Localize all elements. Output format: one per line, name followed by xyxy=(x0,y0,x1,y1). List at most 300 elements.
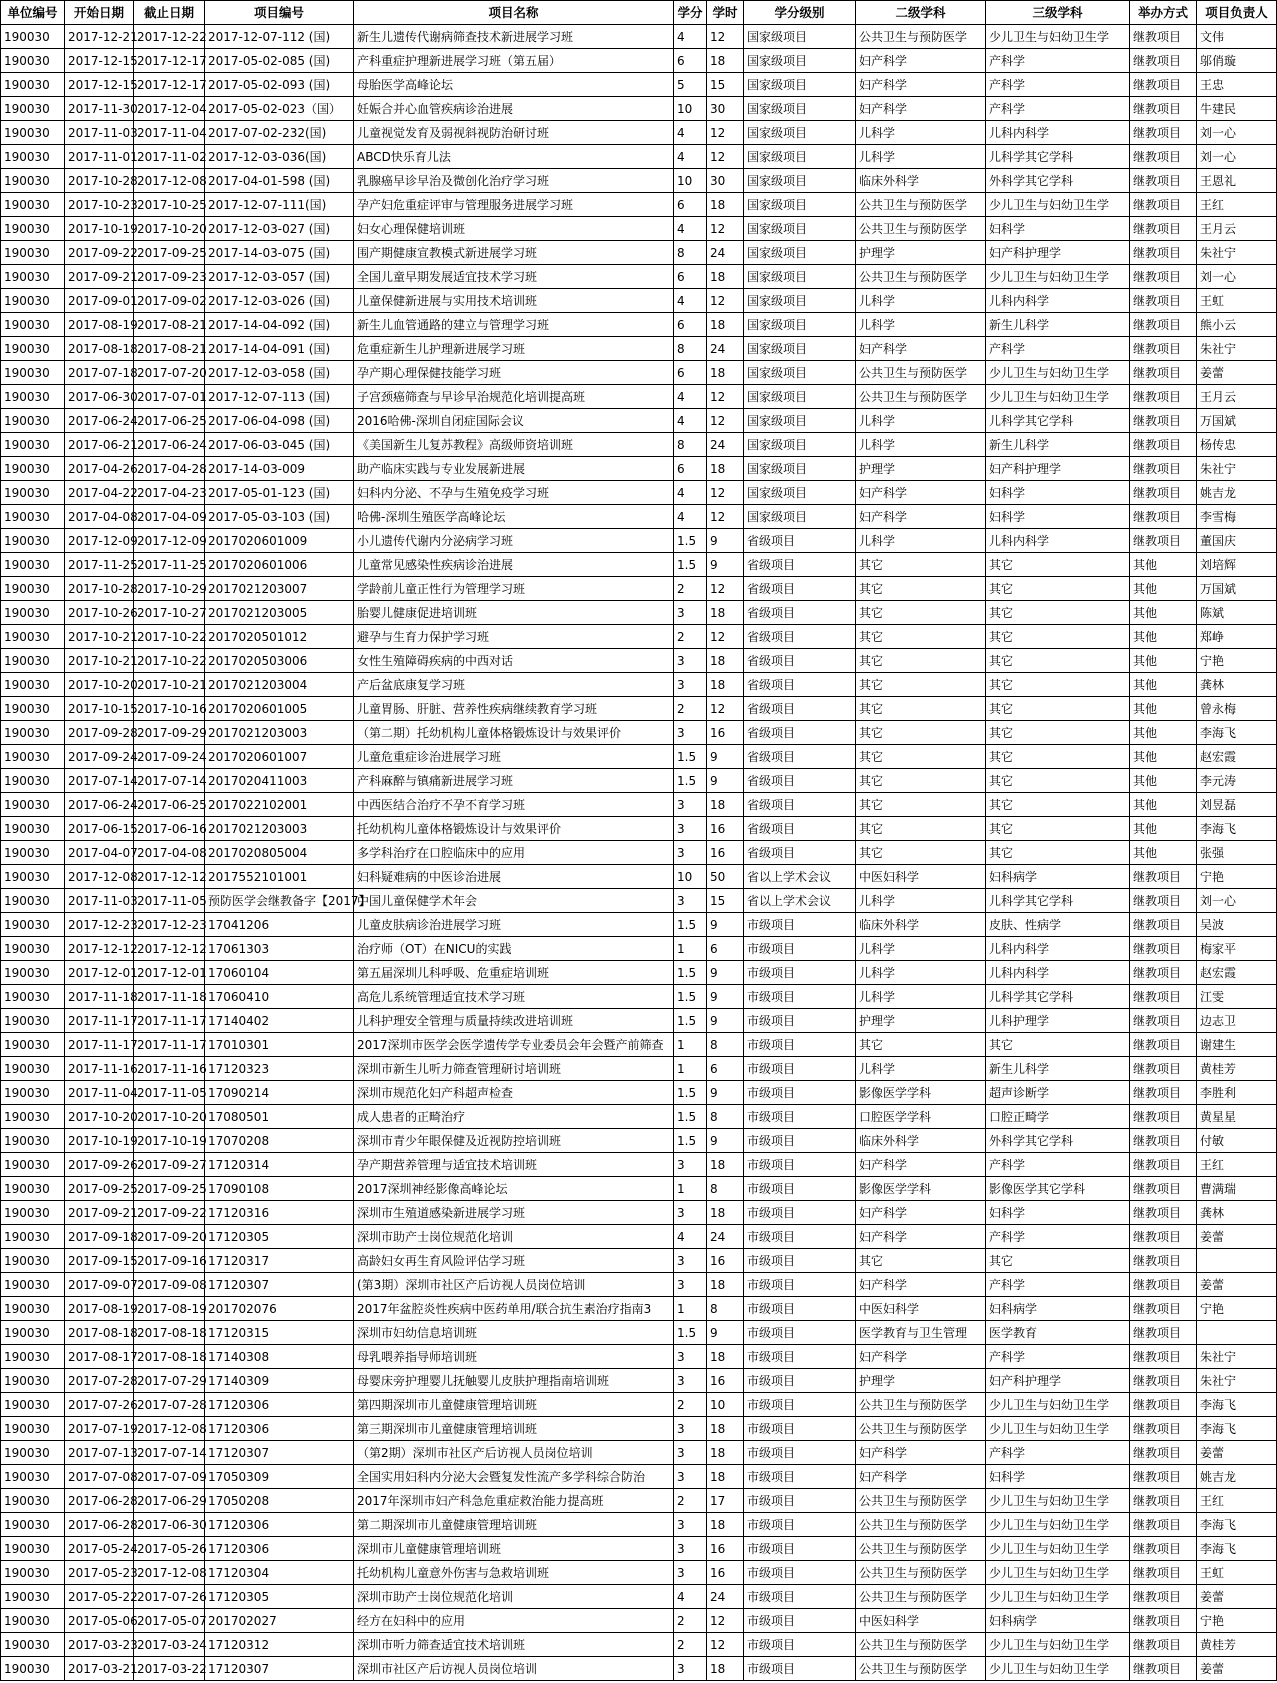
table-cell: 姜蕾 xyxy=(1197,1273,1277,1297)
table-cell: 2017-06-16 xyxy=(134,817,205,841)
table-cell: 其它 xyxy=(986,673,1130,697)
table-cell: 宁艳 xyxy=(1197,649,1277,673)
table-cell: 儿科学 xyxy=(856,937,986,961)
table-cell: 妇产科学 xyxy=(856,49,986,73)
table-cell: 妇科学 xyxy=(986,217,1130,241)
table-cell: 2017-12-03-057 (国) xyxy=(205,265,354,289)
table-cell: 18 xyxy=(707,1657,744,1681)
table-cell: 儿科学 xyxy=(856,313,986,337)
table-cell: 朱社宁 xyxy=(1197,241,1277,265)
table-cell: 儿科学 xyxy=(856,961,986,985)
table-cell: 边志卫 xyxy=(1197,1009,1277,1033)
table-cell: 继教项目 xyxy=(1130,1057,1197,1081)
table-cell: 市级项目 xyxy=(744,1009,856,1033)
table-cell: 少儿卫生与妇幼卫生学 xyxy=(986,1561,1130,1585)
table-cell: 2017-06-28 xyxy=(65,1489,134,1513)
table-cell: 2017-11-04 xyxy=(65,1081,134,1105)
table-cell: 2017-14-03-009 xyxy=(205,457,354,481)
table-cell: 母婴床旁护理婴儿抚触婴儿皮肤护理指南培训班 xyxy=(354,1369,674,1393)
table-cell: 全国儿童早期发展适宜技术学习班 xyxy=(354,265,674,289)
table-cell: 其它 xyxy=(856,553,986,577)
table-cell: 其它 xyxy=(986,793,1130,817)
table-cell: 国家级项目 xyxy=(744,337,856,361)
table-cell: 学龄前儿童正性行为管理学习班 xyxy=(354,577,674,601)
table-cell: 4 xyxy=(674,121,707,145)
table-cell: 190030 xyxy=(1,673,65,697)
table-cell: 2017-05-26 xyxy=(134,1537,205,1561)
table-cell: 190030 xyxy=(1,769,65,793)
table-cell: 2017-09-02 xyxy=(134,289,205,313)
table-cell: 继教项目 xyxy=(1130,169,1197,193)
table-cell: 2017-07-08 xyxy=(65,1465,134,1489)
table-cell: 外科学其它学科 xyxy=(986,1129,1130,1153)
table-cell: 妇产科学 xyxy=(856,1441,986,1465)
table-cell: 少儿卫生与妇幼卫生学 xyxy=(986,25,1130,49)
table-cell: 10 xyxy=(674,97,707,121)
table-row xyxy=(1,1513,1277,1537)
table-cell: 15 xyxy=(707,73,744,97)
table-cell: 赵宏霞 xyxy=(1197,961,1277,985)
table-cell: 市级项目 xyxy=(744,1057,856,1081)
table-cell: 3 xyxy=(674,1417,707,1441)
table-cell: 18 xyxy=(707,601,744,625)
table-cell: 2017-12-12 xyxy=(65,937,134,961)
table-cell: 2017-11-16 xyxy=(65,1057,134,1081)
table-cell: 公共卫生与预防医学 xyxy=(856,1417,986,1441)
table-cell: 宁艳 xyxy=(1197,865,1277,889)
table-cell: 继教项目 xyxy=(1130,1561,1197,1585)
table-cell: 3 xyxy=(674,1153,707,1177)
table-cell: 8 xyxy=(707,1297,744,1321)
table-cell: 其他 xyxy=(1130,649,1197,673)
table-cell: 2017-12-08 xyxy=(65,865,134,889)
table-cell: 2017-10-29 xyxy=(134,577,205,601)
table-cell: 8 xyxy=(674,241,707,265)
table-cell: 新生儿血管通路的建立与管理学习班 xyxy=(354,313,674,337)
table-row xyxy=(1,1465,1277,1489)
table-cell: 市级项目 xyxy=(744,985,856,1009)
table-cell: 其它 xyxy=(986,841,1130,865)
table-row xyxy=(1,817,1277,841)
table-cell: 3 xyxy=(674,1465,707,1489)
column-header: 项目编号 xyxy=(205,1,354,25)
table-cell: 省级项目 xyxy=(744,553,856,577)
table-cell: 国家级项目 xyxy=(744,241,856,265)
table-cell: 2017-09-15 xyxy=(65,1249,134,1273)
table-cell: 其他 xyxy=(1130,601,1197,625)
table-cell: 刘一心 xyxy=(1197,265,1277,289)
table-cell: 继教项目 xyxy=(1130,97,1197,121)
table-cell: ABCD快乐育儿法 xyxy=(354,145,674,169)
table-cell: 预防医学会继教备字【2017】 xyxy=(205,889,354,913)
column-header: 项目负责人 xyxy=(1197,1,1277,25)
table-cell: 李海飞 xyxy=(1197,1537,1277,1561)
table-row xyxy=(1,97,1277,121)
table-cell: 30 xyxy=(707,97,744,121)
table-cell: 市级项目 xyxy=(744,1225,856,1249)
table-cell: 190030 xyxy=(1,1345,65,1369)
table-cell: 190030 xyxy=(1,1225,65,1249)
table-row xyxy=(1,529,1277,553)
table-cell: 3 xyxy=(674,601,707,625)
table-cell: 省级项目 xyxy=(744,625,856,649)
table-cell: 190030 xyxy=(1,49,65,73)
table-cell: 其它 xyxy=(986,1249,1130,1273)
table-cell: 17050208 xyxy=(205,1489,354,1513)
table-cell: 2017-09-21 xyxy=(65,1201,134,1225)
table-cell: 190030 xyxy=(1,745,65,769)
table-cell: 儿科学 xyxy=(856,145,986,169)
table-cell: 市级项目 xyxy=(744,1585,856,1609)
table-cell: 2017-12-07-111(国) xyxy=(205,193,354,217)
table-cell: 2017-05-02-085 (国) xyxy=(205,49,354,73)
table-row xyxy=(1,1393,1277,1417)
table-cell: 省级项目 xyxy=(744,841,856,865)
table-cell: 3 xyxy=(674,1537,707,1561)
table-cell: 16 xyxy=(707,721,744,745)
table-row xyxy=(1,937,1277,961)
table-row xyxy=(1,433,1277,457)
table-cell: 18 xyxy=(707,1513,744,1537)
table-row xyxy=(1,577,1277,601)
table-cell: 继教项目 xyxy=(1130,361,1197,385)
table-cell: 省级项目 xyxy=(744,601,856,625)
table-cell: 1.5 xyxy=(674,985,707,1009)
table-row xyxy=(1,961,1277,985)
table-cell: 17120307 xyxy=(205,1273,354,1297)
table-cell: 190030 xyxy=(1,817,65,841)
table-cell: 2017-05-22 xyxy=(65,1585,134,1609)
column-header: 学分 xyxy=(674,1,707,25)
table-cell: 妇产科学 xyxy=(856,481,986,505)
table-cell: 其他 xyxy=(1130,577,1197,601)
table-cell: 190030 xyxy=(1,1273,65,1297)
table-cell: 医学教育与卫生管理 xyxy=(856,1321,986,1345)
table-cell: 其它 xyxy=(856,841,986,865)
table-cell: 市级项目 xyxy=(744,1633,856,1657)
table-cell: 继教项目 xyxy=(1130,1201,1197,1225)
table-cell: 17050309 xyxy=(205,1465,354,1489)
table-cell: 少儿卫生与妇幼卫生学 xyxy=(986,1393,1130,1417)
table-cell: 190030 xyxy=(1,793,65,817)
table-cell: 18 xyxy=(707,1441,744,1465)
table-cell: 孕产期心理保健技能学习班 xyxy=(354,361,674,385)
table-cell: 3 xyxy=(674,649,707,673)
table-row xyxy=(1,1489,1277,1513)
table-cell: 妇女心理保健培训班 xyxy=(354,217,674,241)
table-cell: 17090214 xyxy=(205,1081,354,1105)
table-cell: 王虹 xyxy=(1197,1561,1277,1585)
table-cell: 少儿卫生与妇幼卫生学 xyxy=(986,1537,1130,1561)
table-cell: 16 xyxy=(707,1249,744,1273)
table-cell: 2017-09-24 xyxy=(65,745,134,769)
table-cell: 18 xyxy=(707,1345,744,1369)
table-cell: 6 xyxy=(707,1057,744,1081)
table-cell: 托幼机构儿童体格锻炼设计与效果评价 xyxy=(354,817,674,841)
table-cell: 2017-10-20 xyxy=(134,1105,205,1129)
table-cell: 国家级项目 xyxy=(744,121,856,145)
table-row xyxy=(1,1441,1277,1465)
table-cell: 2017-07-26 xyxy=(65,1393,134,1417)
table-cell: 国家级项目 xyxy=(744,505,856,529)
table-cell: 2017深圳神经影像高峰论坛 xyxy=(354,1177,674,1201)
table-cell: 2017-12-17 xyxy=(134,73,205,97)
table-cell: 2017-08-17 xyxy=(65,1345,134,1369)
table-cell: 2017-11-03 xyxy=(65,889,134,913)
table-row xyxy=(1,1297,1277,1321)
table-row xyxy=(1,1081,1277,1105)
column-header: 二级学科 xyxy=(856,1,986,25)
table-cell: 成人患者的正畸治疗 xyxy=(354,1105,674,1129)
table-row xyxy=(1,265,1277,289)
table-row xyxy=(1,745,1277,769)
table-row xyxy=(1,1225,1277,1249)
table-cell: 公共卫生与预防医学 xyxy=(856,361,986,385)
table-cell: 190030 xyxy=(1,1513,65,1537)
table-cell: 2017-06-29 xyxy=(134,1489,205,1513)
table-cell: 其他 xyxy=(1130,697,1197,721)
table-cell: 190030 xyxy=(1,1105,65,1129)
table-cell: 产科学 xyxy=(986,73,1130,97)
table-cell: 妇科学 xyxy=(986,1465,1130,1489)
table-cell: 190030 xyxy=(1,505,65,529)
table-cell: 国家级项目 xyxy=(744,97,856,121)
table-cell: 4 xyxy=(674,385,707,409)
table-row xyxy=(1,145,1277,169)
table-cell: 2017-04-22 xyxy=(65,481,134,505)
table-cell: 2017-12-01 xyxy=(65,961,134,985)
table-cell: 9 xyxy=(707,1321,744,1345)
table-cell: 17120306 xyxy=(205,1393,354,1417)
table-cell: 18 xyxy=(707,1417,744,1441)
table-cell xyxy=(1197,1249,1277,1273)
table-row xyxy=(1,865,1277,889)
table-row xyxy=(1,481,1277,505)
table-cell: 刘昱磊 xyxy=(1197,793,1277,817)
table-cell: 其它 xyxy=(856,769,986,793)
table-row xyxy=(1,49,1277,73)
table-cell: 继教项目 xyxy=(1130,865,1197,889)
table-cell: 郑峥 xyxy=(1197,625,1277,649)
table-cell: 17120305 xyxy=(205,1225,354,1249)
table-cell: 2017-10-19 xyxy=(65,1129,134,1153)
table-cell: 2017-10-22 xyxy=(134,625,205,649)
table-cell: 其它 xyxy=(986,697,1130,721)
table-cell: 24 xyxy=(707,433,744,457)
table-cell: 皮肤、性病学 xyxy=(986,913,1130,937)
table-cell: 付敏 xyxy=(1197,1129,1277,1153)
table-row xyxy=(1,313,1277,337)
table-cell: 市级项目 xyxy=(744,1345,856,1369)
table-cell: 190030 xyxy=(1,1129,65,1153)
table-cell: 其它 xyxy=(856,625,986,649)
table-cell: 2 xyxy=(674,1609,707,1633)
table-cell: 儿科内科学 xyxy=(986,529,1130,553)
table-cell: 国家级项目 xyxy=(744,481,856,505)
table-cell: 8 xyxy=(674,337,707,361)
table-cell: 12 xyxy=(707,481,744,505)
table-cell: 儿童危重症诊治进展学习班 xyxy=(354,745,674,769)
table-row xyxy=(1,1345,1277,1369)
table-cell: 2017-09-25 xyxy=(134,241,205,265)
table-cell: 2017-14-04-092 (国) xyxy=(205,313,354,337)
table-cell: 12 xyxy=(707,1609,744,1633)
table-cell: 190030 xyxy=(1,1369,65,1393)
table-cell: 190030 xyxy=(1,385,65,409)
table-cell: 190030 xyxy=(1,937,65,961)
table-cell: 2017-08-19 xyxy=(65,313,134,337)
table-cell: 王虹 xyxy=(1197,289,1277,313)
table-cell: 国家级项目 xyxy=(744,49,856,73)
table-cell: 其它 xyxy=(986,817,1130,841)
table-cell: 190030 xyxy=(1,1417,65,1441)
table-cell: 2017-06-28 xyxy=(65,1513,134,1537)
table-cell: 190030 xyxy=(1,1537,65,1561)
table-row xyxy=(1,601,1277,625)
table-cell: 2017-06-30 xyxy=(65,385,134,409)
table-cell: 2017-12-07-113 (国) xyxy=(205,385,354,409)
table-cell: 2017021203005 xyxy=(205,601,354,625)
table-cell: 妇科内分泌、不孕与生殖免疫学习班 xyxy=(354,481,674,505)
table-cell: 儿科学 xyxy=(856,985,986,1009)
table-cell: 其他 xyxy=(1130,721,1197,745)
table-cell: 公共卫生与预防医学 xyxy=(856,265,986,289)
table-cell: 护理学 xyxy=(856,241,986,265)
table-row xyxy=(1,793,1277,817)
table-cell: 李海飞 xyxy=(1197,1393,1277,1417)
table-cell: 190030 xyxy=(1,577,65,601)
table-row xyxy=(1,841,1277,865)
table-cell: 省以上学术会议 xyxy=(744,865,856,889)
table-cell: 姜蕾 xyxy=(1197,1225,1277,1249)
table-cell: 2 xyxy=(674,1489,707,1513)
table-cell: 小儿遗传代谢内分泌病学习班 xyxy=(354,529,674,553)
table-cell: 子宫颈癌筛查与早诊早治规范化培训提高班 xyxy=(354,385,674,409)
table-cell: 继教项目 xyxy=(1130,1345,1197,1369)
table-cell: 2017-12-17 xyxy=(134,49,205,73)
table-cell: 18 xyxy=(707,457,744,481)
table-cell: 2017-04-28 xyxy=(134,457,205,481)
table-cell: 18 xyxy=(707,1153,744,1177)
table-cell: 17140309 xyxy=(205,1369,354,1393)
table-cell: 3 xyxy=(674,1201,707,1225)
table-cell: 其它 xyxy=(856,817,986,841)
table-cell: 2017-06-21 xyxy=(65,433,134,457)
table-cell: 市级项目 xyxy=(744,1561,856,1585)
table-cell: 2017-05-23 xyxy=(65,1561,134,1585)
table-cell: 2017-09-25 xyxy=(65,1177,134,1201)
table-cell: 2017-11-17 xyxy=(65,1033,134,1057)
table-cell: 国家级项目 xyxy=(744,145,856,169)
table-cell: 孕产妇危重症评审与管理服务进展学习班 xyxy=(354,193,674,217)
table-cell: 17120323 xyxy=(205,1057,354,1081)
table-cell: 儿童视觉发育及弱视斜视防治研讨班 xyxy=(354,121,674,145)
table-cell: 曹满瑞 xyxy=(1197,1177,1277,1201)
table-row xyxy=(1,1585,1277,1609)
table-cell: 190030 xyxy=(1,913,65,937)
table-cell: 30 xyxy=(707,169,744,193)
table-cell: 继教项目 xyxy=(1130,289,1197,313)
table-cell: 市级项目 xyxy=(744,961,856,985)
table-cell: 2017-08-21 xyxy=(134,337,205,361)
table-cell: 国家级项目 xyxy=(744,361,856,385)
table-cell: 少儿卫生与妇幼卫生学 xyxy=(986,1417,1130,1441)
table-cell: 孕产期营养管理与适宜技术培训班 xyxy=(354,1153,674,1177)
table-cell: 2017-09-29 xyxy=(134,721,205,745)
table-cell: 16 xyxy=(707,817,744,841)
table-cell: 190030 xyxy=(1,1585,65,1609)
table-cell: 继教项目 xyxy=(1130,1225,1197,1249)
table-cell: 17120307 xyxy=(205,1657,354,1681)
table-cell: 2017-06-04-098 (国) xyxy=(205,409,354,433)
table-cell: 18 xyxy=(707,49,744,73)
table-cell: 18 xyxy=(707,313,744,337)
table-cell: 1.5 xyxy=(674,769,707,793)
table-cell: 文伟 xyxy=(1197,25,1277,49)
table-row xyxy=(1,889,1277,913)
table-cell: 3 xyxy=(674,1441,707,1465)
table-cell: 托幼机构儿童意外伤害与急救培训班 xyxy=(354,1561,674,1585)
table-cell: 经方在妇科中的应用 xyxy=(354,1609,674,1633)
table-cell: 公共卫生与预防医学 xyxy=(856,1513,986,1537)
table-cell: 深圳市规范化妇产科超声检查 xyxy=(354,1081,674,1105)
table-cell: 17120314 xyxy=(205,1153,354,1177)
table-cell: 12 xyxy=(707,697,744,721)
table-cell: 17140308 xyxy=(205,1345,354,1369)
table-cell: 2017-10-20 xyxy=(65,1105,134,1129)
table-cell: 其他 xyxy=(1130,673,1197,697)
table-cell: 2017-09-20 xyxy=(134,1225,205,1249)
table-cell: 18 xyxy=(707,793,744,817)
table-cell: 万国斌 xyxy=(1197,577,1277,601)
table-row xyxy=(1,337,1277,361)
table-cell: 其它 xyxy=(986,1033,1130,1057)
table-cell: 2017-07-29 xyxy=(134,1369,205,1393)
table-cell: 继教项目 xyxy=(1130,121,1197,145)
table-cell: 市级项目 xyxy=(744,1513,856,1537)
table-cell: 新生儿科学 xyxy=(986,313,1130,337)
table-cell: 妇产科学 xyxy=(856,1225,986,1249)
table-cell: 吴波 xyxy=(1197,913,1277,937)
table-row xyxy=(1,217,1277,241)
table-cell: 2017年深圳市妇产科急危重症救治能力提高班 xyxy=(354,1489,674,1513)
table-cell: 4 xyxy=(674,217,707,241)
table-cell: 继教项目 xyxy=(1130,1081,1197,1105)
table-cell: 2017-03-24 xyxy=(134,1633,205,1657)
table-cell: 少儿卫生与妇幼卫生学 xyxy=(986,361,1130,385)
table-cell: 17120307 xyxy=(205,1441,354,1465)
table-cell: 乳腺癌早诊早治及微创化治疗学习班 xyxy=(354,169,674,193)
table-cell: 2017-14-04-091 (国) xyxy=(205,337,354,361)
table-cell: 190030 xyxy=(1,25,65,49)
table-cell: 2017-09-07 xyxy=(65,1273,134,1297)
table-cell: 深圳市儿童健康管理培训班 xyxy=(354,1537,674,1561)
table-cell: 少儿卫生与妇幼卫生学 xyxy=(986,1513,1130,1537)
table-cell: 助产临床实践与专业发展新进展 xyxy=(354,457,674,481)
table-cell: 2017-09-16 xyxy=(134,1249,205,1273)
table-cell: 继教项目 xyxy=(1130,193,1197,217)
table-cell: 第五届深圳儿科呼吸、危重症培训班 xyxy=(354,961,674,985)
table-row xyxy=(1,1033,1277,1057)
table-cell: 儿科学 xyxy=(856,121,986,145)
table-cell: 2017-11-25 xyxy=(65,553,134,577)
table-cell: 其他 xyxy=(1130,817,1197,841)
table-cell: 190030 xyxy=(1,1033,65,1057)
table-row xyxy=(1,1201,1277,1225)
table-cell: 李胜利 xyxy=(1197,1081,1277,1105)
table-cell: 2017-10-20 xyxy=(134,217,205,241)
table-cell: 深圳市妇幼信息培训班 xyxy=(354,1321,674,1345)
